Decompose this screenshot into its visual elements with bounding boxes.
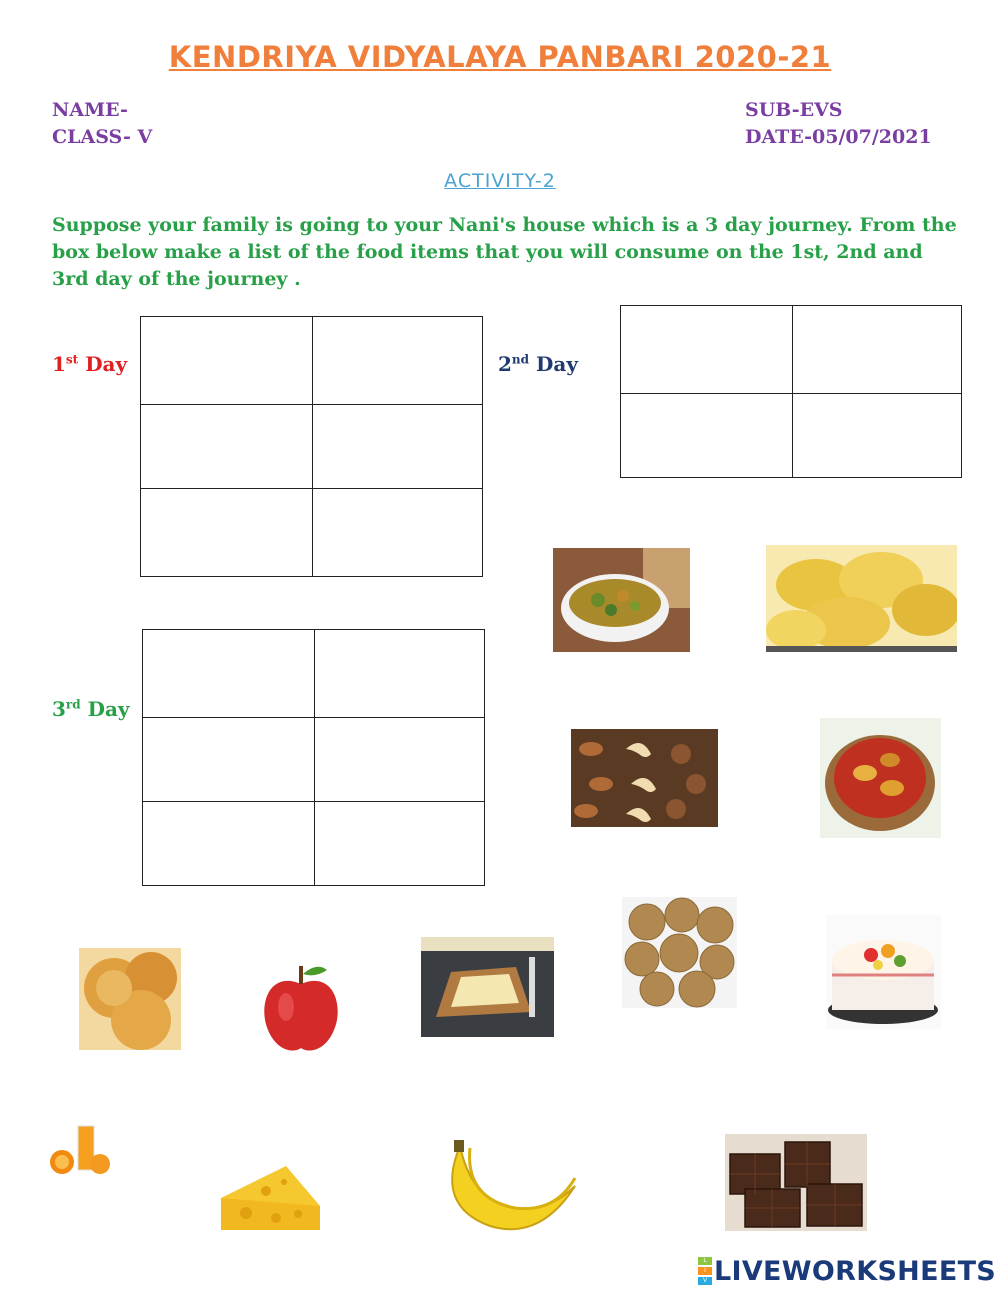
day-2-slot[interactable]: [793, 306, 962, 394]
day-1-grid: [140, 316, 483, 577]
day-2-slot[interactable]: [621, 306, 793, 394]
day-2-suffix: nd: [511, 352, 530, 367]
day-3-label: [52, 697, 130, 721]
potato-chips-icon[interactable]: [766, 545, 957, 652]
logo-mark-icon: [698, 1256, 712, 1286]
page-title: KENDRIYA VIDYALAYA PANBARI 2020-21: [168, 40, 832, 74]
liveworksheets-logo: [698, 1255, 996, 1287]
day-3-slot[interactable]: [143, 802, 315, 886]
class-label: CLASS- V: [52, 126, 153, 148]
apple-icon[interactable]: [258, 962, 344, 1057]
day-2-slot[interactable]: [793, 394, 962, 478]
day-2-number: 2: [498, 352, 512, 376]
name-label: NAME-: [52, 99, 128, 121]
activity-heading: ACTIVITY-2: [444, 170, 556, 192]
student-info: [52, 97, 152, 151]
day-3-slot[interactable]: [315, 802, 485, 886]
puri-icon[interactable]: [79, 948, 181, 1050]
subject-info: [745, 97, 932, 151]
day-2-grid: [620, 305, 962, 478]
day-1-slot[interactable]: [141, 405, 313, 489]
chocolate-icon[interactable]: [725, 1134, 867, 1231]
banana-icon[interactable]: [440, 1136, 580, 1236]
day-3-word: Day: [87, 697, 130, 721]
logo-mark-i: I: [698, 1267, 712, 1275]
biscuits-icon[interactable]: [622, 897, 737, 1008]
day-2-word: Day: [536, 352, 578, 376]
logo-mark-l: L: [698, 1257, 712, 1265]
day-1-word: Day: [85, 352, 128, 376]
pickle-icon[interactable]: [820, 718, 941, 838]
logo-text: LIVEWORKSHEETS: [714, 1255, 997, 1287]
fruit-cake-icon[interactable]: [826, 915, 941, 1029]
day-1-slot[interactable]: [313, 489, 483, 577]
orange-juice-icon[interactable]: [48, 1118, 114, 1178]
day-3-slot[interactable]: [315, 718, 485, 802]
date-label: DATE-05/07/2021: [745, 126, 932, 148]
dry-fruits-icon[interactable]: [571, 729, 718, 827]
day-1-suffix: st: [65, 352, 79, 367]
day-3-suffix: rd: [65, 697, 81, 712]
day-2-slot[interactable]: [621, 394, 793, 478]
day-1-label: [52, 352, 127, 376]
instructions-text: Suppose your family is going to your Nani's house which is a 3 day journey. From the box below make a list of the food items that you will consume on the 1st, 2nd and 3rd day of the journey .: [52, 214, 957, 290]
cheese-icon[interactable]: [216, 1158, 325, 1238]
vegetable-curry-icon[interactable]: [553, 548, 690, 652]
day-1-slot[interactable]: [313, 405, 483, 489]
day-1-slot[interactable]: [141, 317, 313, 405]
subject-label: SUB-EVS: [745, 99, 843, 121]
logo-mark-v: V: [698, 1277, 712, 1285]
day-3-slot[interactable]: [143, 718, 315, 802]
day-1-slot[interactable]: [141, 489, 313, 577]
bread-butter-icon[interactable]: [421, 937, 554, 1037]
day-3-grid: [142, 629, 485, 886]
day-1-number: 1: [52, 352, 66, 376]
day-1-slot[interactable]: [313, 317, 483, 405]
day-3-slot[interactable]: [315, 630, 485, 718]
day-3-number: 3: [52, 697, 66, 721]
day-3-slot[interactable]: [143, 630, 315, 718]
day-2-label: [498, 352, 578, 376]
